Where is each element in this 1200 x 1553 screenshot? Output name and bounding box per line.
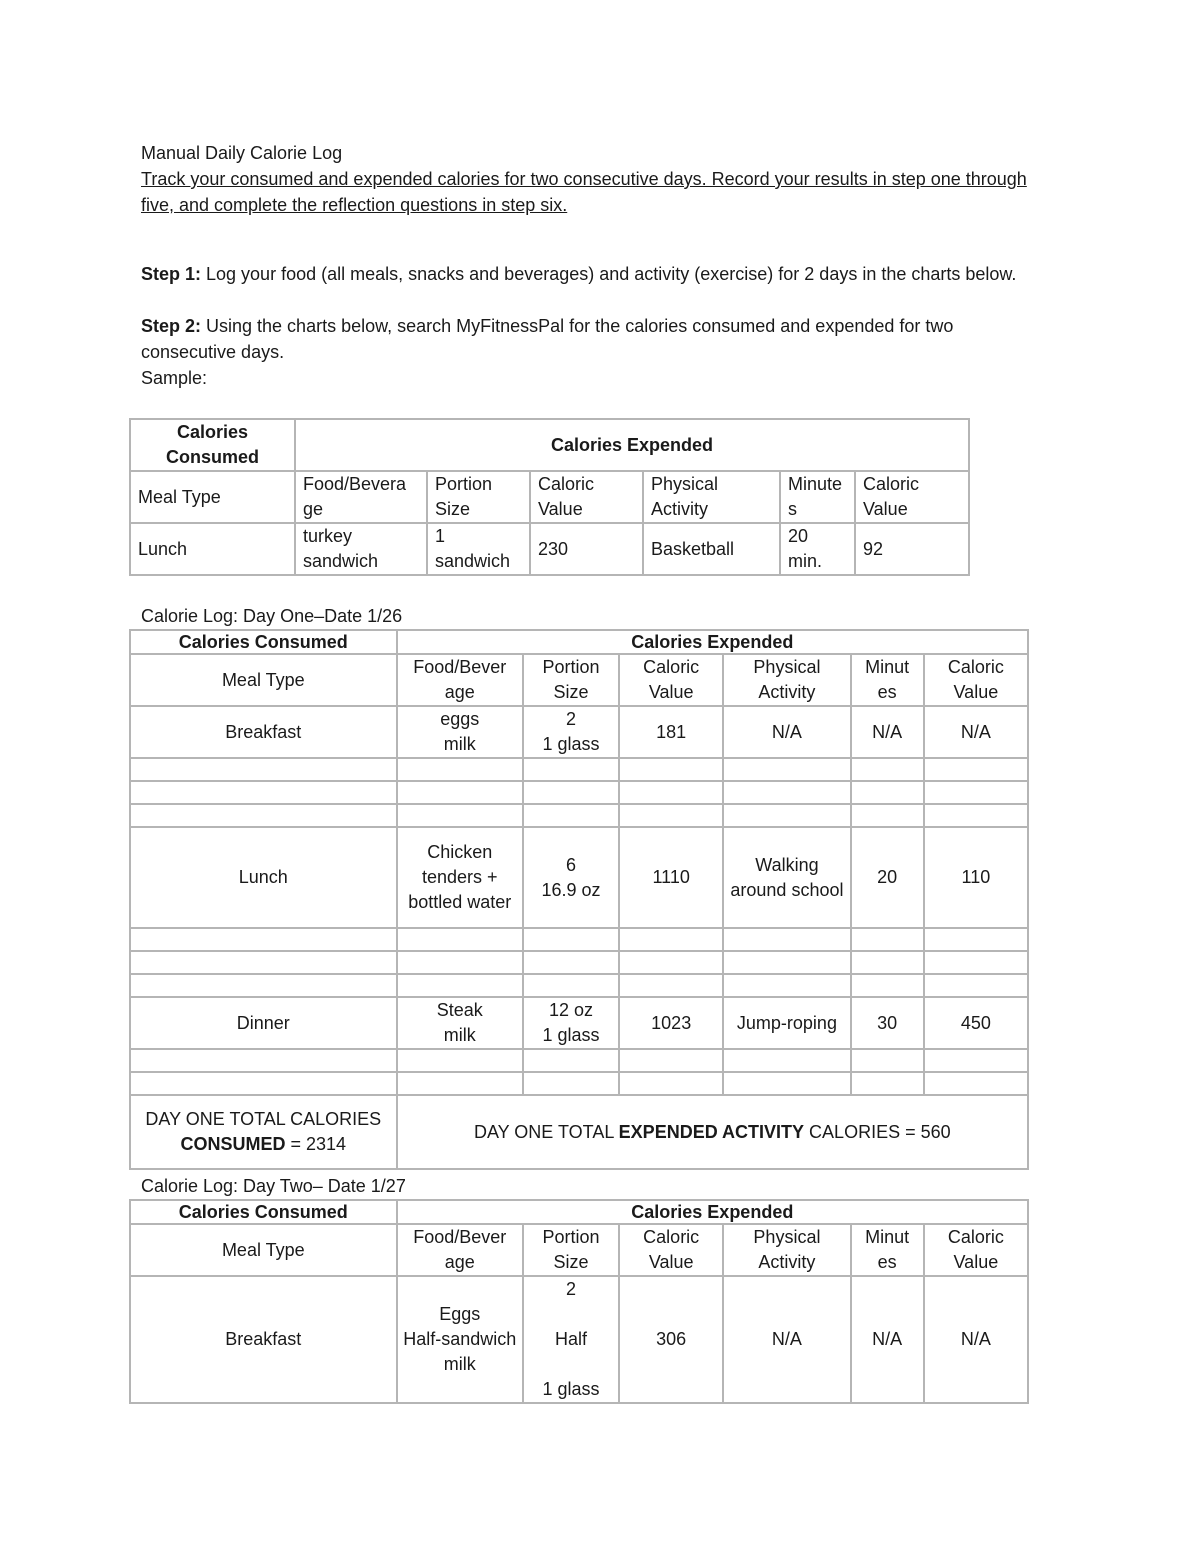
sample-activity: Basketball: [643, 523, 780, 575]
step-2: [141, 313, 1041, 365]
day1-lunch-activity: Walking around school: [723, 827, 850, 928]
day1-totals-row: [130, 1095, 1028, 1169]
sample-consumed-header: Calories Consumed: [130, 419, 295, 471]
empty-row: [130, 974, 1028, 997]
day2-breakfast-food: Eggs Half-sandwich milk: [397, 1276, 523, 1403]
day2-minutes-header: Minut es: [851, 1224, 924, 1276]
day2-breakfast-burned: N/A: [924, 1276, 1028, 1403]
day2-meal-type-header: Meal Type: [130, 1224, 397, 1276]
day1-minutes-header: Minut es: [851, 654, 924, 706]
day1-caloric-header: Caloric Value: [619, 654, 723, 706]
sample-expended-header: Calories Expended: [295, 419, 969, 471]
day1-breakfast-caloric: 181: [619, 706, 723, 758]
day2-breakfast-activity: N/A: [723, 1276, 850, 1403]
sample-table: [129, 418, 970, 576]
day1-lunch-burned: 110: [924, 827, 1028, 928]
day1-expended-header: Calories Expended: [397, 630, 1028, 654]
day1-total-consumed: DAY ONE TOTAL CALORIES CONSUMED = 2314: [130, 1095, 397, 1169]
day1-lunch-caloric: 1110: [619, 827, 723, 928]
day1-breakfast-food: eggs milk: [397, 706, 523, 758]
day1-dinner-minutes: 30: [851, 997, 924, 1049]
step-1: [141, 261, 1041, 287]
document-body: [141, 140, 1041, 391]
table-row: [130, 1276, 1028, 1403]
day1-portion-header: Portion Size: [523, 654, 619, 706]
empty-row: [130, 928, 1028, 951]
sample-row: [130, 523, 969, 575]
step-2-label: Step 2:: [141, 316, 202, 336]
empty-row: [130, 804, 1028, 827]
day1-lunch-food: Chicken tenders + bottled water: [397, 827, 523, 928]
day2-burned-header: Caloric Value: [924, 1224, 1028, 1276]
day2-portion-header: Portion Size: [523, 1224, 619, 1276]
day1-activity-header: Physical Activity: [723, 654, 850, 706]
day1-consumed-header: Calories Consumed: [130, 630, 397, 654]
day1-meal-type-header: Meal Type: [130, 654, 397, 706]
table-row: [130, 827, 1028, 928]
sample-minutes: 20 min.: [780, 523, 855, 575]
day1-lunch-portion: 6 16.9 oz: [523, 827, 619, 928]
day1-dinner-caloric: 1023: [619, 997, 723, 1049]
step-2-text: Using the charts below, search MyFitnessPal for the calories consumed and expended for two consecutive days.: [141, 316, 954, 362]
day2-expended-header: Calories Expended: [397, 1200, 1028, 1224]
empty-row: [130, 951, 1028, 974]
day-two-caption: Calorie Log: Day Two– Date 1/27: [141, 1176, 406, 1196]
day1-burned-header: Caloric Value: [924, 654, 1028, 706]
sample-label: Sample:: [141, 368, 208, 388]
day1-lunch-minutes: 20: [851, 827, 924, 928]
day2-breakfast-caloric: 306: [619, 1276, 723, 1403]
day-two-table: [129, 1199, 1029, 1404]
day1-breakfast-portion: 2 1 glass: [523, 706, 619, 758]
sample-caloric-header: Caloric Value: [530, 471, 643, 523]
sample-portion-header: Portion Size: [427, 471, 530, 523]
day1-breakfast-meal: Breakfast: [130, 706, 397, 758]
step-1-label: Step 1:: [141, 264, 202, 284]
day1-dinner-food: Steak milk: [397, 997, 523, 1049]
day2-consumed-header: Calories Consumed: [130, 1200, 397, 1224]
day1-dinner-meal: Dinner: [130, 997, 397, 1049]
step-1-text: Log your food (all meals, snacks and beverages) and activity (exercise) for 2 days in the charts below.: [201, 264, 1017, 284]
sample-minutes-header: Minute s: [780, 471, 855, 523]
empty-row: [130, 1072, 1028, 1095]
day2-breakfast-minutes: N/A: [851, 1276, 924, 1403]
day1-breakfast-burned: N/A: [924, 706, 1028, 758]
document-title: Manual Daily Calorie Log: [141, 143, 343, 163]
sample-food-header: Food/Bevera ge: [295, 471, 427, 523]
day2-food-header: Food/Bever age: [397, 1224, 523, 1276]
day1-dinner-activity: Jump-roping: [723, 997, 850, 1049]
day1-breakfast-activity: N/A: [723, 706, 850, 758]
day2-breakfast-meal: Breakfast: [130, 1276, 397, 1403]
day2-breakfast-portion: 2 Half 1 glass: [523, 1276, 619, 1403]
sample-portion: 1 sandwich: [427, 523, 530, 575]
sample-food: turkey sandwich: [295, 523, 427, 575]
empty-row: [130, 781, 1028, 804]
day1-total-expended: DAY ONE TOTAL EXPENDED ACTIVITY CALORIES = 560: [397, 1095, 1028, 1169]
day1-dinner-portion: 12 oz 1 glass: [523, 997, 619, 1049]
empty-row: [130, 1049, 1028, 1072]
day1-food-header: Food/Bever age: [397, 654, 523, 706]
day2-activity-header: Physical Activity: [723, 1224, 850, 1276]
sample-meal-type-header: Meal Type: [130, 471, 295, 523]
sample-meal: Lunch: [130, 523, 295, 575]
sample-burned: 92: [855, 523, 969, 575]
day1-lunch-meal: Lunch: [130, 827, 397, 928]
sample-burned-header: Caloric Value: [855, 471, 969, 523]
day2-caloric-header: Caloric Value: [619, 1224, 723, 1276]
sample-activity-header: Physical Activity: [643, 471, 780, 523]
sample-caloric: 230: [530, 523, 643, 575]
day1-breakfast-minutes: N/A: [851, 706, 924, 758]
day-one-table: [129, 629, 1029, 1170]
table-row: [130, 706, 1028, 758]
empty-row: [130, 758, 1028, 781]
table-row: [130, 997, 1028, 1049]
day1-dinner-burned: 450: [924, 997, 1028, 1049]
intro-instructions: Track your consumed and expended calories for two consecutive days. Record your results in step one through five, and complete the reflection questions in step six.: [141, 169, 1027, 215]
day-one-caption: Calorie Log: Day One–Date 1/26: [141, 606, 403, 626]
